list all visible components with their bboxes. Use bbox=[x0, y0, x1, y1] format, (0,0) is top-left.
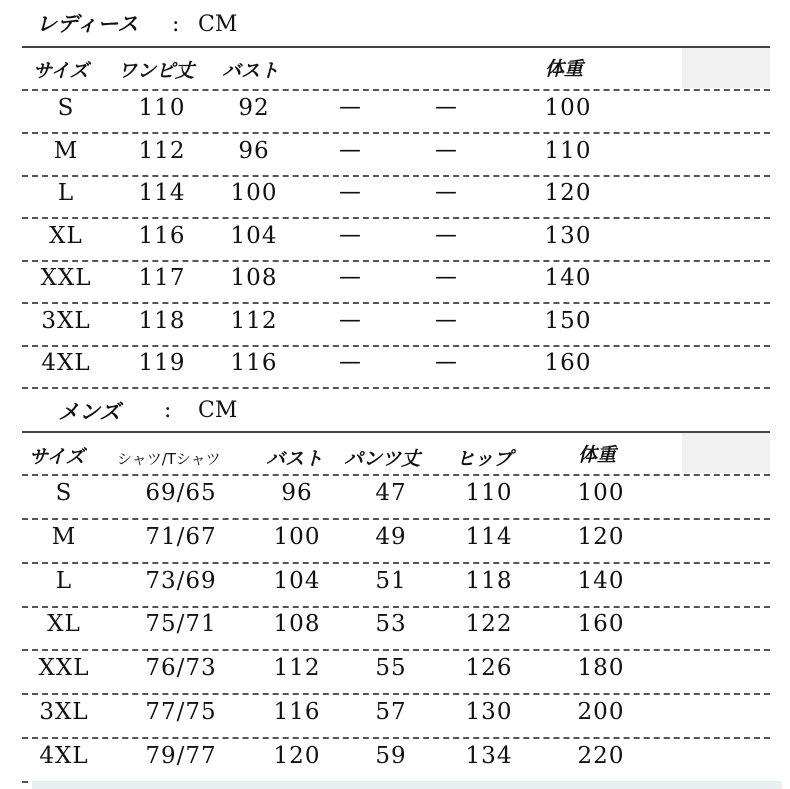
mens-cell: 180 bbox=[577, 655, 625, 682]
ladies-cell: 100 bbox=[230, 180, 278, 206]
mens-unit: CM bbox=[198, 398, 238, 423]
ladies-cell: — bbox=[435, 265, 457, 290]
mens-header-rule bbox=[22, 474, 770, 476]
ladies-unit: CM bbox=[198, 12, 238, 37]
ladies-cell: — bbox=[435, 350, 457, 375]
ladies-cell: 130 bbox=[544, 222, 592, 249]
mens-header-size: サイズ bbox=[29, 446, 85, 468]
ladies-cell: 140 bbox=[544, 265, 592, 291]
ladies-cell: — bbox=[339, 222, 361, 248]
ladies-cell: 120 bbox=[544, 180, 592, 206]
ladies-cell: 118 bbox=[138, 307, 186, 334]
mens-cell: S bbox=[55, 480, 73, 506]
mens-cell: 108 bbox=[273, 611, 321, 638]
ladies-cell: 104 bbox=[230, 222, 278, 249]
ladies-header-dress-length: ワンピ丈 bbox=[118, 60, 195, 82]
mens-cell: 75/71 bbox=[145, 611, 217, 638]
ladies-cell: XL bbox=[49, 222, 83, 249]
ladies-cell: L bbox=[57, 180, 75, 206]
mens-header-shirt: シャツ/Tシャツ bbox=[117, 450, 221, 468]
mens-cell: 122 bbox=[465, 611, 513, 638]
mens-cell: 79/77 bbox=[145, 742, 217, 769]
ladies-cell: 150 bbox=[544, 307, 592, 334]
ladies-unit-separator: : bbox=[172, 12, 180, 37]
mens-cell: 77/75 bbox=[145, 699, 217, 725]
ladies-title: レディース bbox=[36, 12, 139, 36]
ladies-cell: 92 bbox=[238, 95, 270, 121]
mens-top-rule bbox=[22, 431, 770, 433]
mens-cell: L bbox=[55, 567, 73, 594]
mens-cell: 47 bbox=[375, 480, 407, 506]
mens-cell: XXL bbox=[38, 655, 90, 682]
ladies-row-rule bbox=[22, 175, 770, 177]
mens-cell: 104 bbox=[273, 567, 321, 594]
mens-header-pants-length: パンツ丈 bbox=[344, 448, 421, 470]
ladies-cell: — bbox=[339, 307, 361, 333]
mens-cell: 100 bbox=[273, 523, 321, 550]
ladies-cell: 110 bbox=[138, 95, 186, 121]
mens-cell: 120 bbox=[273, 742, 321, 769]
mens-cell: 116 bbox=[273, 699, 321, 725]
ladies-cell: 114 bbox=[138, 180, 186, 206]
ladies-cell: — bbox=[435, 95, 457, 120]
ladies-cell: 116 bbox=[230, 350, 278, 376]
ladies-row-rule bbox=[22, 345, 770, 347]
mens-row-rule bbox=[22, 693, 770, 695]
ladies-cell: — bbox=[339, 180, 361, 205]
mens-cell: 134 bbox=[465, 742, 513, 769]
ladies-cell: 110 bbox=[544, 137, 592, 164]
mens-row-rule bbox=[22, 518, 770, 520]
mens-row-rule bbox=[22, 649, 770, 651]
mens-cell: 51 bbox=[375, 567, 407, 594]
mens-cell: 110 bbox=[465, 480, 513, 506]
mens-cell: 49 bbox=[375, 523, 407, 550]
ladies-cell: — bbox=[339, 265, 361, 290]
mens-cell: 126 bbox=[465, 655, 513, 682]
ladies-cell: 108 bbox=[230, 265, 278, 291]
mens-cell: 96 bbox=[281, 480, 313, 506]
mens-cell: 130 bbox=[465, 699, 513, 725]
ladies-row-rule bbox=[22, 217, 770, 219]
mens-header-weight: 体重 bbox=[578, 444, 617, 466]
header-shade-mens bbox=[682, 433, 770, 473]
ladies-cell: 160 bbox=[544, 350, 592, 376]
ladies-cell: — bbox=[435, 137, 457, 163]
ladies-header-size: サイズ bbox=[33, 60, 89, 82]
ladies-cell: 96 bbox=[238, 137, 270, 164]
ladies-cell: S bbox=[57, 95, 75, 121]
ladies-header-weight: 体重 bbox=[545, 58, 584, 80]
mens-cell: 59 bbox=[375, 742, 407, 769]
ladies-top-rule bbox=[22, 46, 770, 48]
ladies-cell: — bbox=[435, 180, 457, 205]
mens-cell: 76/73 bbox=[145, 655, 217, 682]
header-shade-ladies bbox=[682, 48, 770, 88]
mens-cell: 73/69 bbox=[145, 567, 217, 594]
mens-cell: 100 bbox=[577, 480, 625, 506]
mens-cell: 140 bbox=[577, 567, 625, 594]
ladies-row-rule bbox=[22, 302, 770, 304]
mens-cell: 120 bbox=[577, 523, 625, 550]
ladies-cell: — bbox=[339, 95, 361, 120]
mens-cell: 57 bbox=[375, 699, 407, 725]
mens-title: メンズ bbox=[58, 400, 121, 424]
ladies-cell: 3XL bbox=[41, 307, 91, 334]
mens-cell: XL bbox=[47, 611, 81, 638]
bottom-strip bbox=[32, 781, 782, 789]
mens-cell: 200 bbox=[577, 699, 625, 725]
ladies-row-rule bbox=[22, 132, 770, 134]
mens-unit-separator: : bbox=[164, 398, 172, 423]
ladies-cell: 4XL bbox=[41, 350, 91, 376]
mens-cell: 4XL bbox=[39, 742, 89, 769]
mens-header-hip: ヒップ bbox=[456, 448, 513, 470]
mens-cell: 55 bbox=[375, 655, 407, 682]
ladies-header-rule bbox=[22, 89, 770, 91]
mens-cell: 71/67 bbox=[145, 523, 217, 550]
ladies-cell: XXL bbox=[40, 265, 92, 291]
mens-cell: 3XL bbox=[39, 699, 89, 725]
ladies-cell: 112 bbox=[230, 307, 278, 334]
mens-row-rule bbox=[22, 562, 770, 564]
ladies-row-rule bbox=[22, 260, 770, 262]
mens-cell: 118 bbox=[465, 567, 513, 594]
mens-row-rule bbox=[22, 737, 770, 739]
ladies-cell: 119 bbox=[138, 350, 186, 376]
ladies-cell: — bbox=[435, 307, 457, 333]
ladies-cell: 117 bbox=[138, 265, 186, 291]
ladies-cell: 112 bbox=[138, 137, 186, 164]
ladies-cell: — bbox=[339, 137, 361, 163]
mens-cell: 114 bbox=[465, 523, 513, 550]
ladies-cell: — bbox=[435, 222, 457, 248]
ladies-cell: 116 bbox=[138, 222, 186, 249]
ladies-cell: 100 bbox=[544, 95, 592, 121]
ladies-row-rule bbox=[22, 387, 770, 389]
mens-cell: 69/65 bbox=[145, 480, 217, 506]
mens-row-rule bbox=[22, 606, 770, 608]
mens-cell: 112 bbox=[273, 655, 321, 682]
ladies-header-bust: バスト bbox=[222, 60, 280, 82]
ladies-cell: — bbox=[339, 350, 361, 375]
mens-cell: 160 bbox=[577, 611, 625, 638]
mens-cell: 53 bbox=[375, 611, 407, 638]
mens-cell: M bbox=[51, 523, 77, 550]
ladies-cell: M bbox=[53, 137, 79, 164]
mens-cell: 220 bbox=[577, 742, 625, 769]
mens-header-bust: バスト bbox=[266, 448, 324, 470]
